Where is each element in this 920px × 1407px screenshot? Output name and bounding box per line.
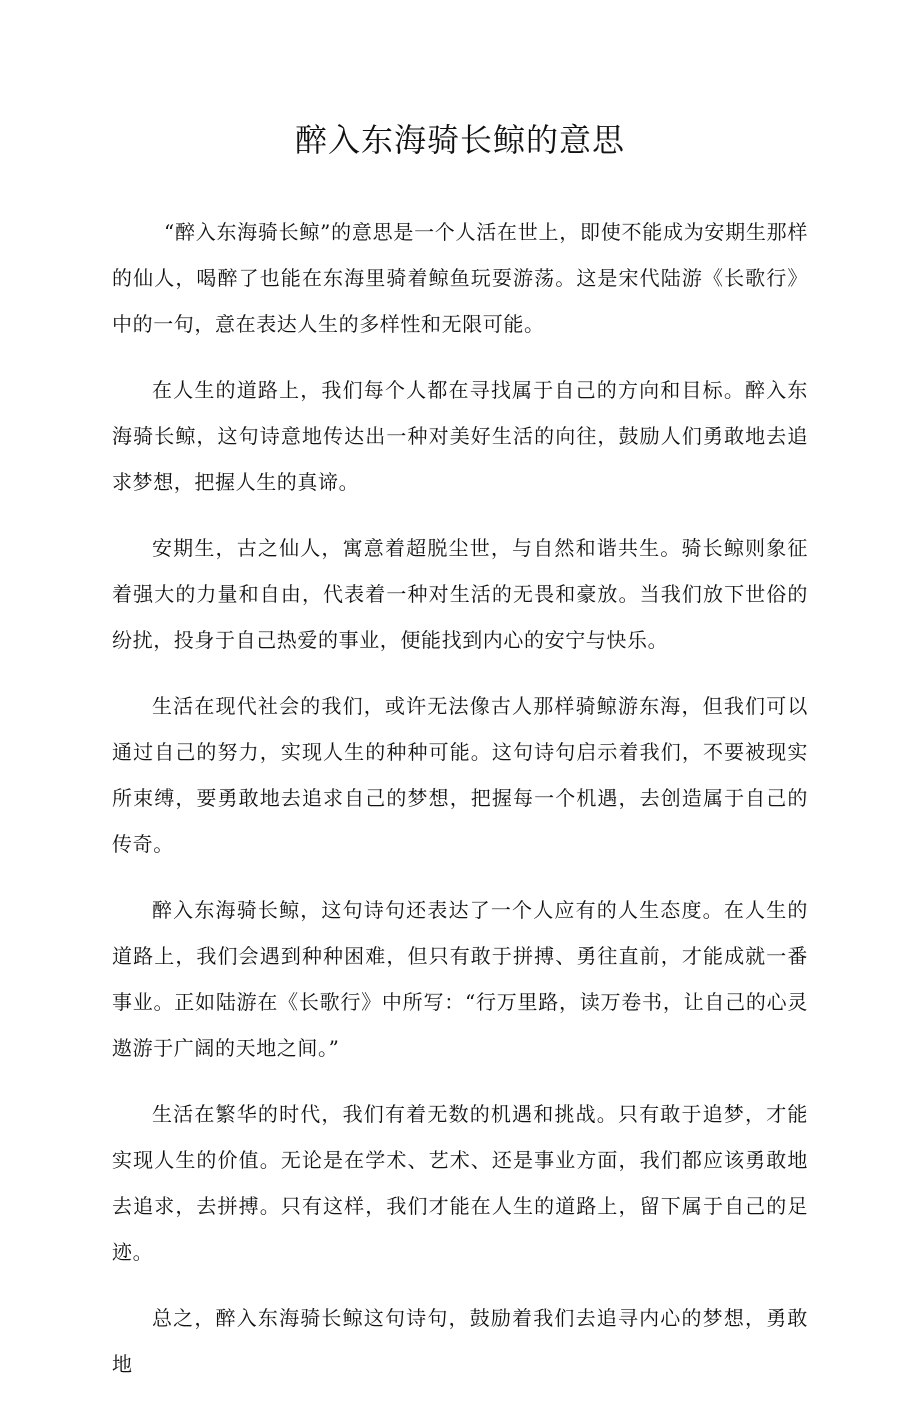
paragraph-5: 醉入东海骑长鲸，这句诗句还表达了一个人应有的人生态度。在人生的道路上，我们会遇到种种困难，但只有敢于拼搏、勇往直前，才能成就一番事业。正如陆游在《长歌行》中所写：“行万里路，读万卷书，让自己的心灵遨游于广阔的天地之间。” bbox=[112, 898, 808, 1060]
paragraph-6: 生活在繁华的时代，我们有着无数的机遇和挑战。只有敢于追梦，才能实现人生的价值。无论是在学术、艺术、还是事业方面，我们都应该勇敢地去追求，去拼搏。只有这样，我们才能在人生的道路上，留下属于自己的足迹。 bbox=[112, 1102, 808, 1264]
document-body bbox=[112, 209, 808, 1407]
paragraph-2: 在人生的道路上，我们每个人都在寻找属于自己的方向和目标。醉入东海骑长鲸，这句诗意地传达出一种对美好生活的向往，鼓励人们勇敢地去追求梦想，把握人生的真谛。 bbox=[112, 378, 808, 494]
paragraph-4: 生活在现代社会的我们，或许无法像古人那样骑鲸游东海，但我们可以通过自己的努力，实现人生的种种可能。这句诗句启示着我们，不要被现实所束缚，要勇敢地去追求自己的梦想，把握每一个机遇，去创造属于自己的传奇。 bbox=[112, 694, 808, 856]
paragraph-7: 总之，醉入东海骑长鲸这句诗句，鼓励着我们去追寻内心的梦想，勇敢地 bbox=[112, 1306, 808, 1376]
document-title: 醉入东海骑长鲸的意思 bbox=[294, 121, 625, 159]
paragraph-1: “醉入东海骑长鲸”的意思是一个人活在世上，即使不能成为安期生那样的仙人，喝醉了也能在东海里骑着鲸鱼玩耍游荡。这是宋代陆游《长歌行》中的一句，意在表达人生的多样性和无限可能。 bbox=[112, 220, 808, 336]
paragraph-3: 安期生，古之仙人，寓意着超脱尘世，与自然和谐共生。骑长鲸则象征着强大的力量和自由，代表着一种对生活的无畏和豪放。当我们放下世俗的纷扰，投身于自己热爱的事业，便能找到内心的安宁与快乐。 bbox=[112, 536, 808, 652]
